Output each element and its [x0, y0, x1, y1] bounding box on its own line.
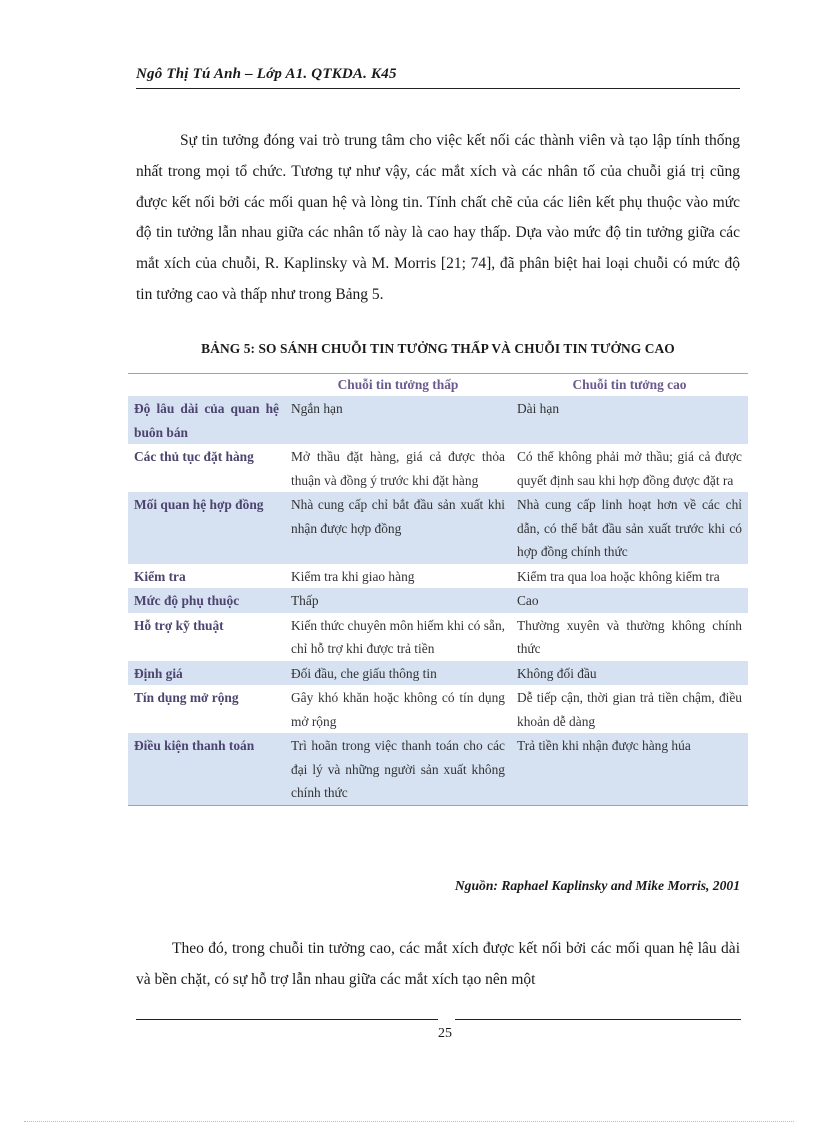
high-trust-cell: Cao [511, 588, 748, 613]
table-row [128, 733, 748, 805]
low-trust-cell: Gây khó khăn hoặc không có tín dụng mở rộng [291, 690, 505, 729]
high-trust-cell: Trả tiền khi nhận được hàng húa [511, 733, 748, 805]
high-trust-cell: Thường xuyên và thường không chính thức [517, 617, 742, 656]
header-high-trust: Chuỗi tin tưởng cao [511, 374, 748, 397]
low-trust-cell: Mở thầu đặt hàng, giá cả được thỏa thuận và đồng ý trước khi đặt hàng [291, 449, 505, 488]
header-rule [136, 88, 740, 89]
table-row [128, 396, 748, 444]
page-number: 25 [438, 1026, 452, 1041]
low-trust-cell: Nhà cung cấp chỉ bắt đầu sản xuất khi nhận được hợp đồng [285, 492, 511, 564]
header-low-trust: Chuỗi tin tưởng thấp [285, 374, 511, 397]
high-trust-cell: Dễ tiếp cận, thời gian trả tiền chậm, điều khoản dễ dàng [517, 690, 742, 729]
table-row [128, 444, 748, 492]
row-label: Độ lâu dài của quan hệ buôn bán [128, 396, 285, 444]
low-trust-cell: Kiến thức chuyên môn hiếm khi có sẵn, chỉ hỗ trợ khi được trả tiền [291, 617, 505, 656]
table-row [128, 588, 748, 613]
table-row [128, 613, 748, 661]
row-label: Tín dụng mở rộng [134, 690, 239, 705]
comparison-table [128, 373, 748, 806]
table-row [128, 685, 748, 733]
low-trust-cell: Đối đầu, che giấu thông tin [285, 661, 511, 686]
table-title: BẢNG 5: SO SÁNH CHUỖI TIN TƯỞNG THẤP VÀ CHUỖI TIN TƯỞNG CAO [201, 341, 675, 356]
footer-rule-left [136, 1019, 438, 1020]
row-label: Các thủ tục đặt hàng [134, 449, 254, 464]
table-header-row [128, 374, 748, 397]
row-label: Mức độ phụ thuộc [128, 588, 285, 613]
row-label: Điều kiện thanh toán [128, 733, 285, 805]
high-trust-cell: Có thể không phải mở thầu; giá cả được quyết định sau khi hợp đồng được đặt ra [517, 449, 742, 488]
table-source: Nguồn: Raphael Kaplinsky and Mike Morris, 2001 [454, 878, 740, 893]
page-header: Ngô Thị Tú Anh – Lớp A1. QTKDA. K45 [136, 66, 397, 82]
table-row [128, 564, 748, 589]
high-trust-cell: Không đối đầu [511, 661, 748, 686]
low-trust-cell: Kiểm tra khi giao hàng [291, 568, 415, 584]
row-label: Mối quan hệ hợp đồng [128, 492, 285, 564]
row-label: Hỗ trợ kỹ thuật [134, 617, 224, 633]
row-label: Kiểm tra [134, 568, 186, 584]
header-empty [128, 374, 285, 397]
intro-paragraph: Sự tin tưởng đóng vai trò trung tâm cho việc kết nối các thành viên và tạo lập tính thống nhất trong mọi tổ chức. Tương tự như vậy, các mắt xích và các nhân tố của chuỗi giá trị cũng được kết nối bởi các mối quan hệ và lòng tin. Tính chất chẽ của các liên kết phụ thuộc vào mức độ tin tưởng lẫn nhau giữa các nhân tố này là cao hay thấp. Dựa vào mức độ tin tưởng giữa các mắt xích của chuỗi, R. Kaplinsky và M. Morris [21; 74], đã phân biệt hai loại chuỗi có mức độ tin tưởng cao và thấp như trong Bảng 5. [136, 132, 740, 303]
low-trust-cell: Thấp [285, 588, 511, 613]
low-trust-cell: Trì hoãn trong việc thanh toán cho các đại lý và những người sản xuất không chính thức [285, 733, 511, 805]
high-trust-cell: Nhà cung cấp linh hoạt hơn về các chỉ dẫn, có thể bắt đầu sản xuất trước khi có hợp đồng chính thức [511, 492, 748, 564]
footer-rule-right [455, 1019, 741, 1020]
row-label: Định giá [128, 661, 285, 686]
table-row [128, 492, 748, 564]
table-row [128, 661, 748, 686]
high-trust-cell: Dài hạn [511, 396, 748, 444]
page-bottom-border [24, 1121, 794, 1122]
high-trust-cell: Kiểm tra qua loa hoặc không kiểm tra [517, 568, 720, 584]
low-trust-cell: Ngắn hạn [285, 396, 511, 444]
following-paragraph: Theo đó, trong chuỗi tin tưởng cao, các mắt xích được kết nối bởi các mối quan hệ lâu dài và bền chặt, có sự hỗ trợ lẫn nhau giữa các mắt xích tạo nên một [136, 940, 740, 988]
